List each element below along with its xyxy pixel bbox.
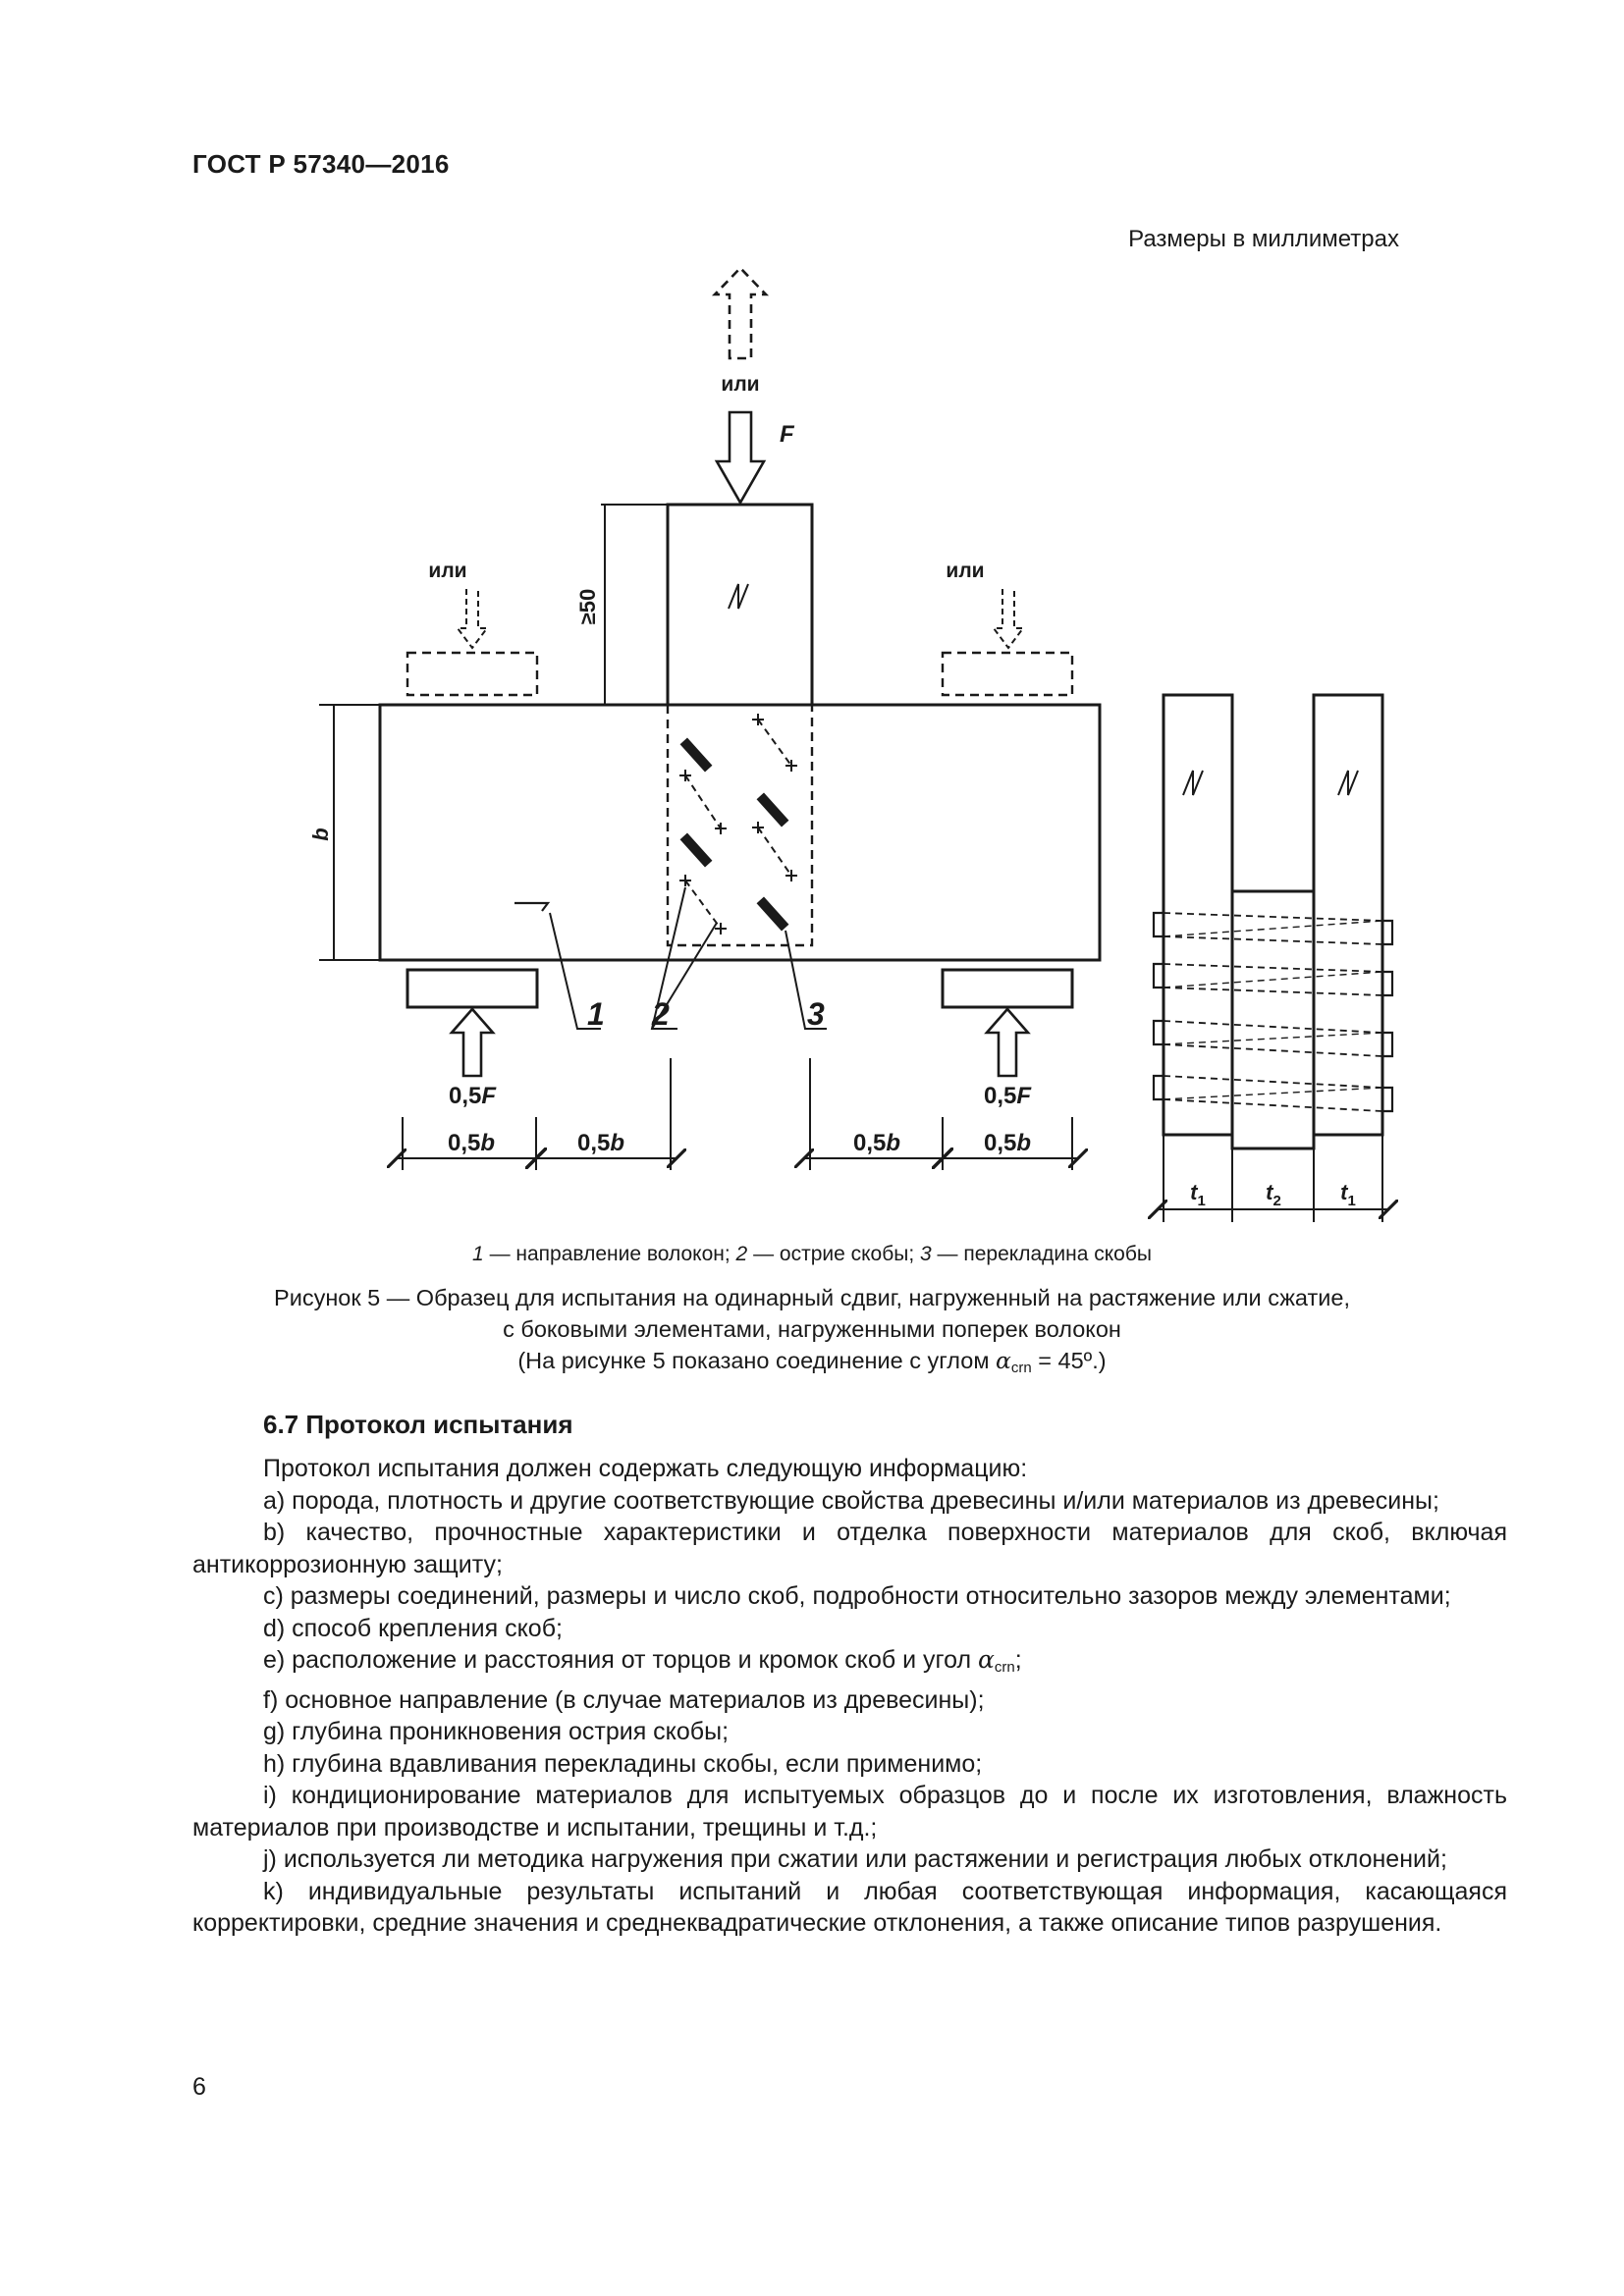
force-label: F — [780, 421, 794, 448]
list-item-k: k) индивидуальные результаты испытаний и любая соответствующая информация, касающаяся корректировки, средние значения и среднеквадратические отклонения, а также описание типов разрушения. — [192, 1877, 1507, 1937]
dim-t2: $t_2$ — [1266, 1180, 1281, 1209]
list-item-h: h) глубина вдавливания перекладины скобы, если применимо; — [263, 1749, 983, 1778]
dim-half-b-4: 0,5b — [983, 1130, 1032, 1156]
units-note: Размеры в миллиметрах — [1128, 226, 1399, 252]
side-member-right — [1314, 695, 1382, 1135]
main-beam — [380, 705, 1100, 960]
caption-line-3: (На рисунке 5 показано соединение с углом $\alpha_{crn}$ = 45º.) — [517, 1347, 1107, 1376]
or-label-left: или — [428, 560, 467, 582]
central-member-side — [1232, 891, 1314, 1148]
list-item-d: d) способ крепления скоб; — [263, 1614, 563, 1642]
callout-2: 2 — [652, 996, 670, 1032]
list-item-e: е) расположение и расстояния от торцов и кромок скоб и угол $\alpha_{crn}$; — [263, 1645, 1022, 1676]
figure-legend: 1 — направление волокон; 2 — острие скобы; 3 — перекладина скобы — [472, 1243, 1152, 1265]
list-item-a: а) порода, плотность и другие соответствующие свойства древесины и/или материалов из древесины; — [263, 1486, 1439, 1515]
list-item-i: i) кондиционирование материалов для испытуемых образцов до и после их изготовления, влажность материалов при производстве и испытании, трещины и т.д.; — [192, 1782, 1507, 1842]
callout-1: 1 — [587, 996, 605, 1032]
page-number: 6 — [192, 2073, 206, 2101]
dim-half-b-1: 0,5b — [447, 1130, 496, 1156]
tension-arrow-icon — [715, 268, 766, 358]
left-support — [407, 970, 537, 1007]
dim-half-b-2: 0,5b — [576, 1130, 625, 1156]
dim-half-b-3: 0,5b — [852, 1130, 901, 1156]
callout-3: 3 — [807, 996, 825, 1032]
or-label-top: или — [721, 373, 760, 396]
dim-t1-left: $t_1$ — [1190, 1180, 1206, 1209]
right-support — [943, 970, 1072, 1007]
caption-line-1: Рисунок 5 — Образец для испытания на одинарный сдвиг, нагруженный на растяжение или сжатие, — [274, 1285, 1350, 1310]
section-heading: 6.7 Протокол испытания — [263, 1410, 573, 1439]
document-code-header: ГОСТ Р 57340—2016 — [192, 149, 450, 179]
list-item-j: j) используется ли методика нагружения при сжатии или растяжении и регистрация любых отклонений; — [263, 1845, 1447, 1873]
list-intro: Протокол испытания должен содержать следующую информацию: — [263, 1455, 1028, 1482]
right-reaction-arrow-icon — [987, 1009, 1028, 1076]
caption-line-2: с боковыми элементами, нагруженными поперек волокон — [503, 1316, 1121, 1342]
dim-t1-right: $t_1$ — [1340, 1180, 1356, 1209]
force-arrow-icon — [717, 412, 764, 503]
or-label-right: или — [946, 560, 985, 582]
left-dashed-arrow-icon — [458, 589, 487, 648]
protocol-list — [192, 1453, 1507, 1940]
min-height-label: ≥50 — [575, 588, 600, 625]
left-reaction-arrow-icon — [452, 1009, 493, 1076]
list-item-c: с) размеры соединений, размеры и число скоб, подробности относительно зазоров между элементами; — [263, 1582, 1451, 1610]
right-optional-plate — [943, 653, 1072, 695]
left-optional-plate — [407, 653, 537, 695]
half-force-right: 0,5F — [983, 1083, 1032, 1109]
right-dashed-arrow-icon — [994, 589, 1023, 648]
side-member-left — [1164, 695, 1232, 1135]
list-item-g: g) глубина проникновения острия скобы; — [263, 1718, 730, 1745]
figure-caption — [0, 1282, 1624, 1384]
half-force-left: 0,5F — [448, 1083, 497, 1109]
list-item-b: b) качество, прочностные характеристики и отделка поверхности материалов для скоб, включая антикоррозионную защиту; — [192, 1519, 1507, 1578]
b-dimension-label: b — [308, 828, 333, 841]
list-item-f: f) основное направление (в случае материалов из древесины); — [263, 1685, 985, 1714]
